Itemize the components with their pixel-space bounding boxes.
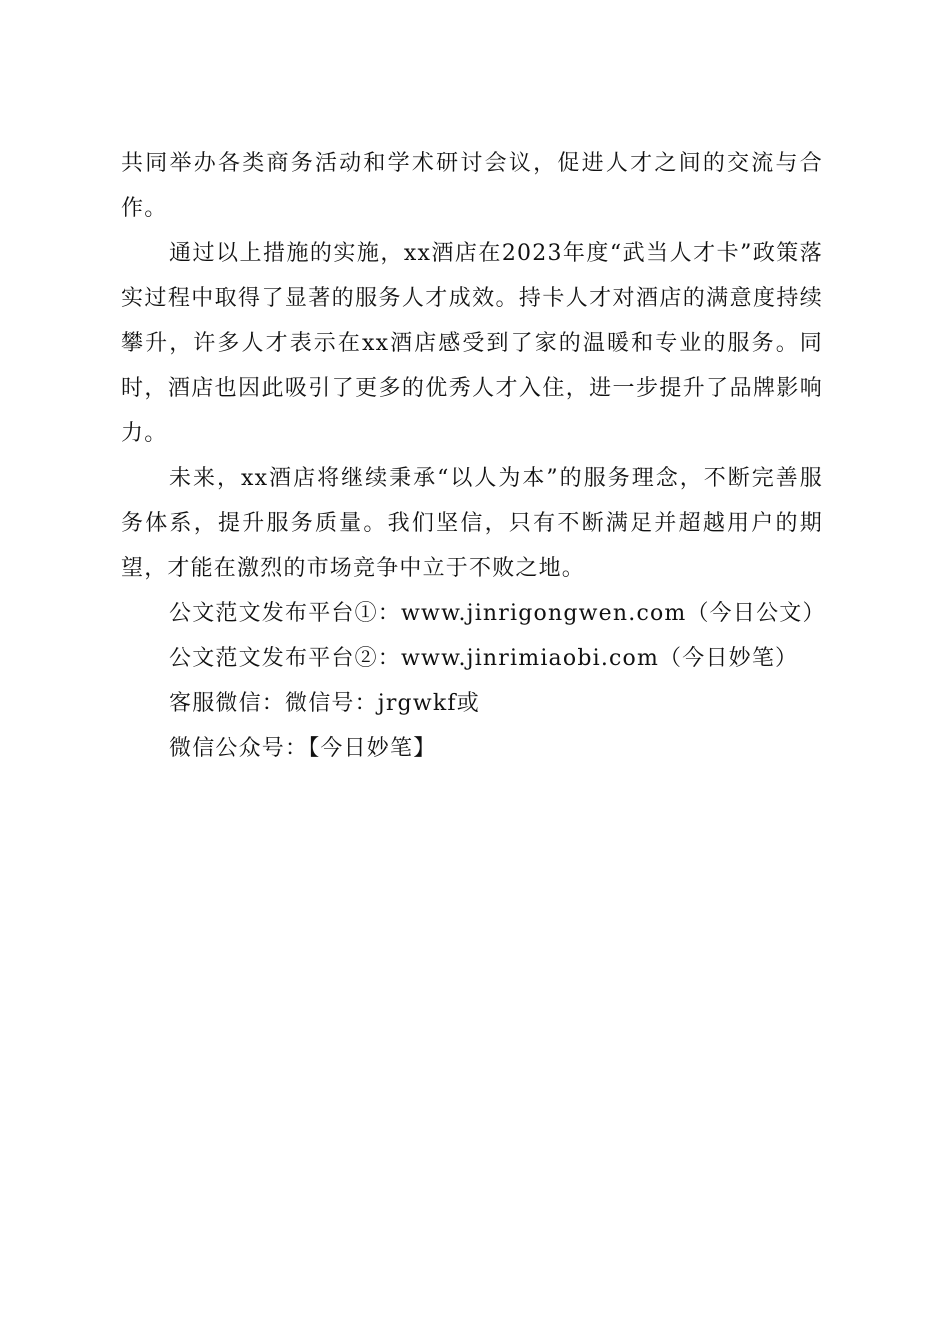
document-body — [121, 141, 826, 771]
platform-1-line: 公文范文发布平台①：www.jinrigongwen.com（今日公文） — [169, 601, 826, 626]
footer-block — [121, 591, 826, 771]
paragraph-future: 未来，xx酒店将继续秉承“以人为本”的服务理念，不断完善服务体系，提升服务质量。我们坚信，只有不断满足并超越用户的期望，才能在激烈的市场竞争中立于不败之地。 — [121, 466, 823, 581]
official-account-line: 微信公众号：【今日妙笔】 — [169, 736, 437, 761]
platform-2-line: 公文范文发布平台②：www.jinrimiaobi.com（今日妙笔） — [169, 646, 799, 671]
paragraph-results: 通过以上措施的实施，xx酒店在2023年度“武当人才卡”政策落实过程中取得了显著的服务人才成效。持卡人才对酒店的满意度持续攀升，许多人才表示在xx酒店感受到了家的温暖和专业的服务。同时，酒店也因此吸引了更多的优秀人才入住，进一步提升了品牌影响力。 — [121, 241, 823, 446]
service-wechat-line: 客服微信：微信号：jrgwkf或 — [169, 691, 480, 716]
paragraph-continued: 共同举办各类商务活动和学术研讨会议，促进人才之间的交流与合作。 — [121, 151, 823, 221]
